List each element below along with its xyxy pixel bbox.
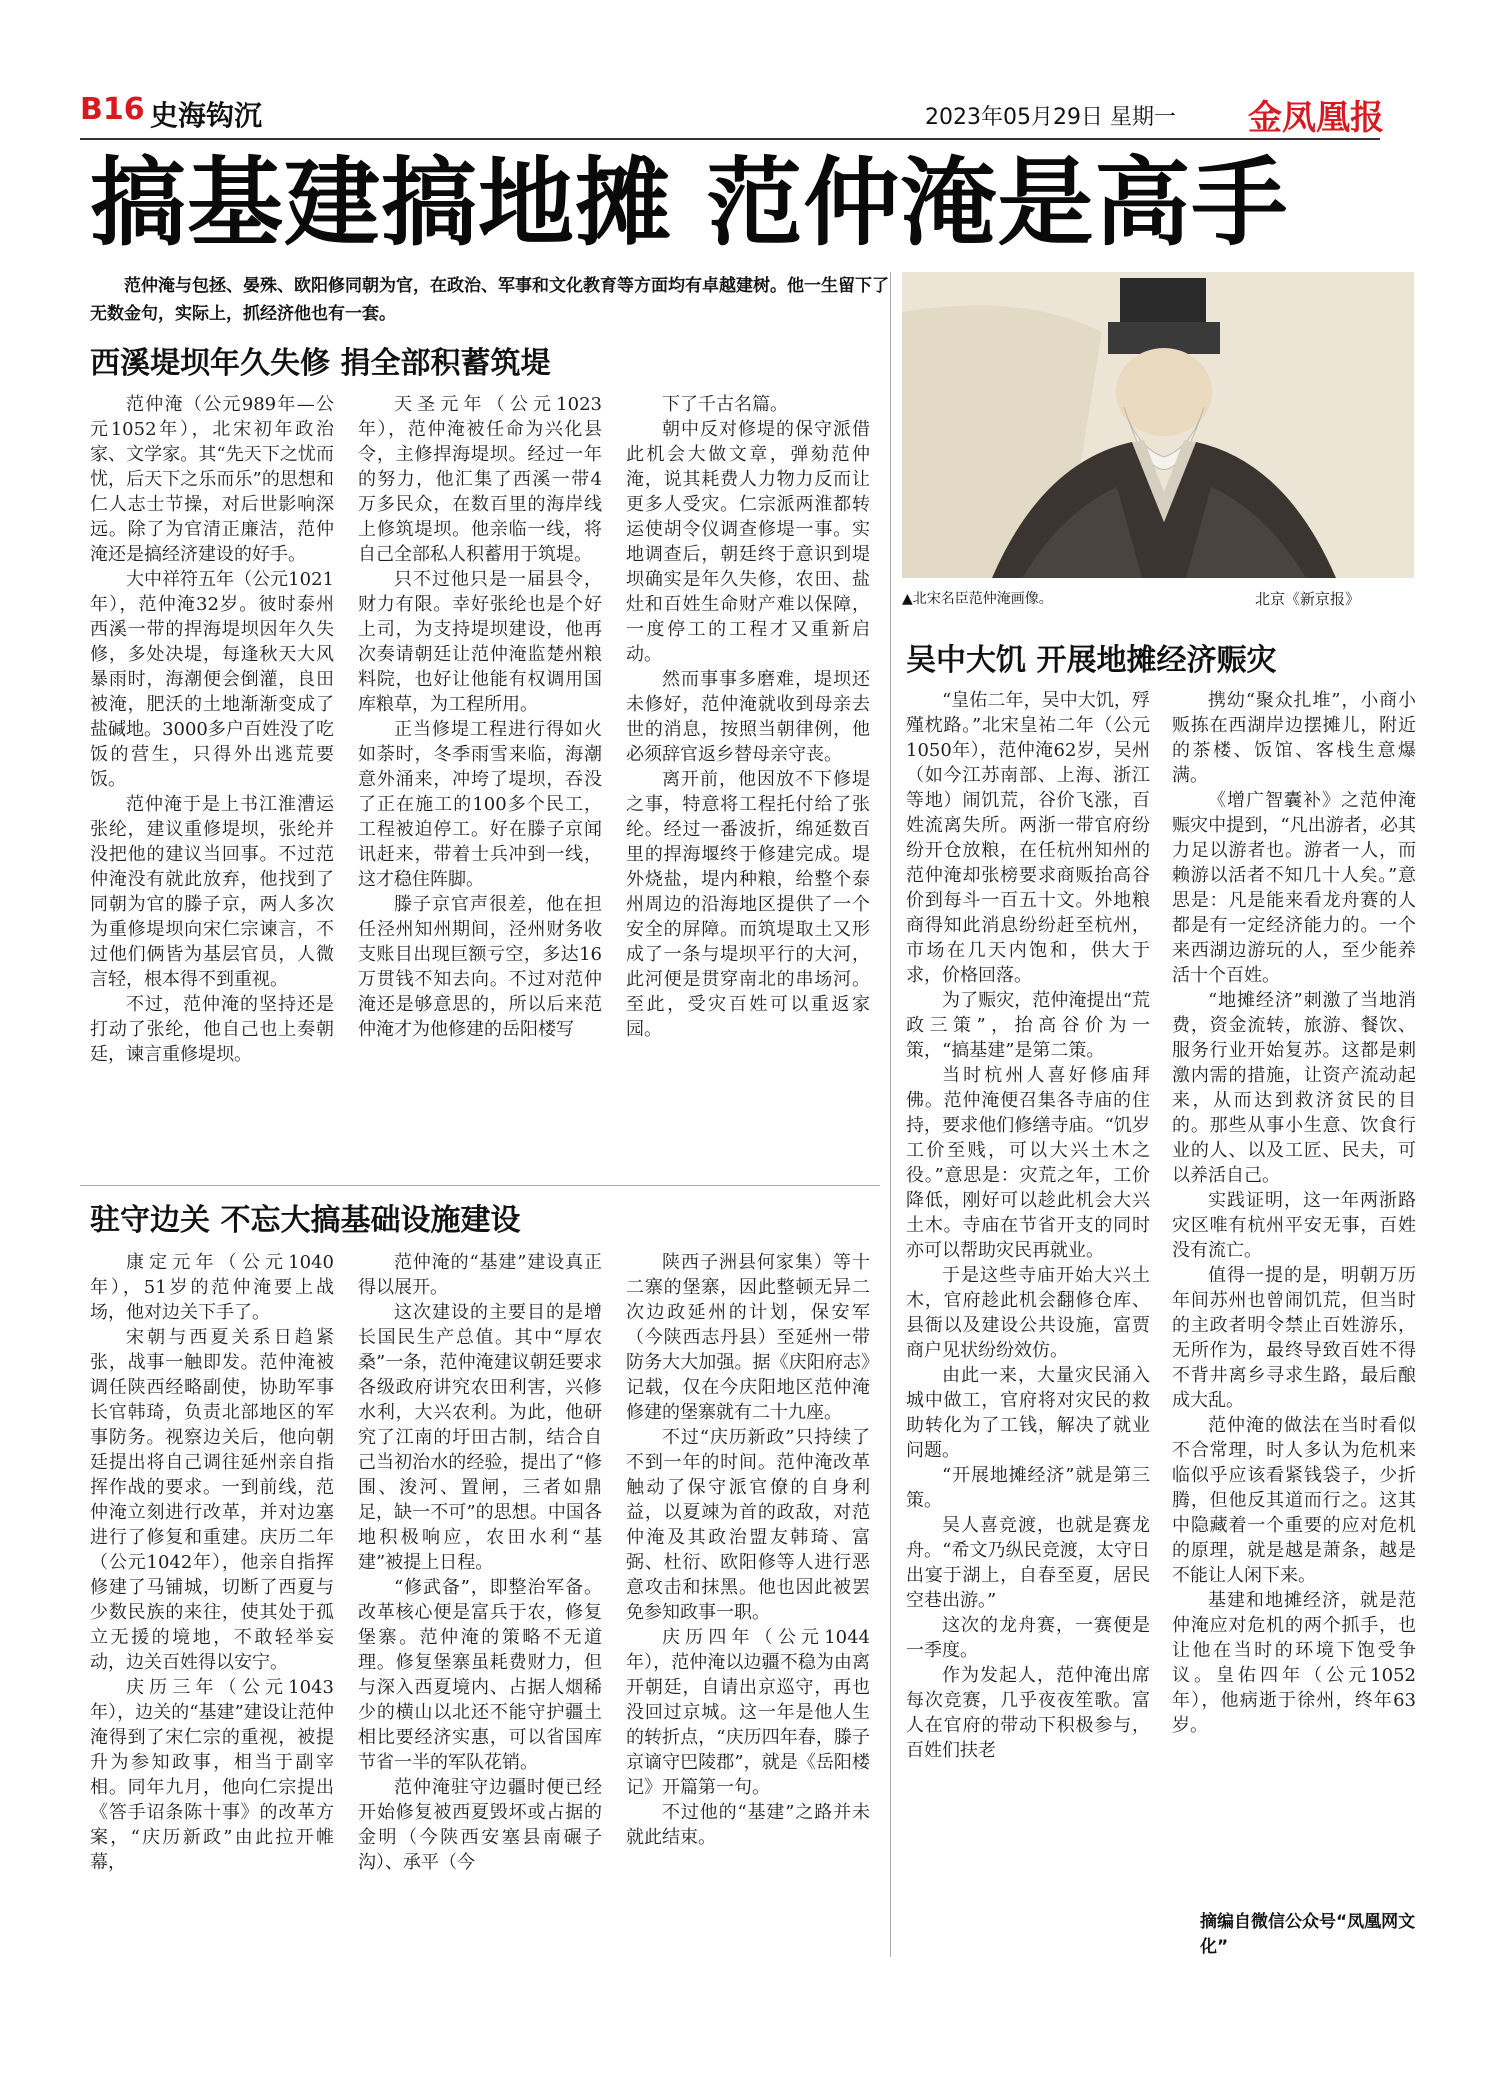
article-paragraph: 陕西子洲县何家集）等十二寨的堡寨，因此整顿无异二次边政延州的计划，保安军（今陕西志丹县）至延州一带防务大大加强。据《庆阳府志》记载，仅在今庆阳地区范仲淹修建的堡寨就有二十九座。 [626, 1252, 870, 1423]
article-paragraph: “修武备”，即整治军备。改革核心便是富兵于农，修复堡寨。范仲淹的策略不无道理。修复堡寨虽耗费财力，但与深入西夏境内、占据人烟稀少的横山以北还不能守护疆土相比要经济实惠，可以省国库节省一半的军队花销。 [358, 1577, 602, 1773]
fan-zhongyan-portrait-image [902, 272, 1414, 578]
article-paragraph: 庆历四年（公元1044年），范仲淹以边疆不稳为由离开朝廷，自请出京巡守，再也没回过京城。这一年是他人生的转折点，“庆历四年春，滕子京谪守巴陵郡”，就是《岳阳楼记》开篇第一句。 [626, 1627, 870, 1798]
article-paragraph: 范仲淹驻守边疆时便已经开始修复被西夏毁坏或占据的金明（今陕西安塞县南碾子沟）、承平（今 [358, 1777, 602, 1873]
article-paragraph: 于是这些寺庙开始大兴土木，官府趁此机会翻修仓库、县衙以及建设公共设施，富贾商户见状纷纷效仿。 [906, 1265, 1150, 1361]
article-column [1172, 688, 1416, 1906]
portrait-caption: ▲北宋名臣范仲淹画像。 [902, 591, 1053, 607]
article-paragraph: 范仲淹于是上书江淮漕运张纶，建议重修堤坝，张纶并没把他的建议当回事。不过范仲淹没有就此放弃，他找到了同朝为官的滕子京，两人多次为重修堤坝向宋仁宗谏言，不过他们俩皆为基层官员，人微言轻，根本得不到重视。 [90, 794, 334, 990]
article-paragraph: “开展地摊经济”就是第三策。 [906, 1465, 1150, 1511]
article-paragraph: “皇佑二年，吴中大饥，殍殣枕路。”北宋皇祐二年（公元1050年），范仲淹62岁，吴州（如今江苏南部、上海、浙江等地）闹饥荒，谷价飞涨，百姓流离失所。两浙一带官府纷纷开仓放粮，在任杭州知州的范仲淹却张榜要求商贩抬高谷价到每斗一百五十文。外地粮商得知此消息纷纷赶至杭州，市场在几天内饱和，供大于求，价格回落。 [906, 690, 1150, 986]
article-paragraph: 不过，范仲淹的坚持还是打动了张纶，他自己也上奏朝廷，谏言重修堤坝。 [90, 994, 334, 1065]
article-column [90, 1250, 334, 1955]
article-paragraph: 下了千古名篇。 [662, 394, 788, 415]
article-paragraph: 不过“庆历新政”只持续了不到一年的时间。范仲淹改革触动了保守派官僚的自身利益，以夏竦为首的政敌，对范仲淹及其政治盟友韩琦、富弼、杜衍、欧阳修等人进行恶意攻击和抹黑。他也因此被罢免参知政事一职。 [626, 1427, 870, 1623]
article-paragraph: 携幼“聚众扎堆”，小商小贩拣在西湖岸边摆摊儿，附近的茶楼、饭馆、客栈生意爆满。 [1172, 690, 1416, 786]
article-paragraph: 吴人喜竞渡，也就是赛龙舟。“希文乃纵民竞渡，太守日出宴于湖上，自春至夏，居民空巷出游。” [906, 1515, 1150, 1611]
article-paragraph: 不过他的“基建”之路并未就此结束。 [626, 1802, 870, 1848]
article-paragraph: 滕子京官声很差，他在担任泾州知州期间，泾州财务收支账目出现巨额亏空，多达16万贯钱不知去向。不过对范仲淹还是够意思的，所以后来范仲淹才为他修建的岳阳楼写 [358, 894, 602, 1040]
article-paragraph: 范仲淹（公元989年—公元1052年），北宋初年政治家、文学家。其“先天下之忧而忧，后天下之乐而乐”的思想和仁人志士节操，对后世影响深远。除了为官清正廉洁，范仲淹还是搞经济建设的好手。 [90, 394, 334, 565]
page-headline: 搞基建搞地摊 范仲淹是高手 [90, 146, 1289, 259]
page-number: B16 [80, 92, 145, 127]
section-divider [80, 1185, 880, 1186]
article-paragraph: 天圣元年（公元1023年），范仲淹被任命为兴化县令，主修捍海堤坝。经过一年的努力，他汇集了西溪一带4万多民众，在数百里的海岸线上修筑堤坝。他亲临一线，将自己全部私人积蓄用于筑堤。 [358, 394, 602, 565]
section-title-frontier-infrastructure: 驻守边关 不忘大搞基础设施建设 [90, 1203, 521, 1238]
article-paragraph: 《增广智囊补》之范仲淹赈灾中提到，“凡出游者，必其力足以游者也。游者一人，而赖游以活者不知几十人矣。”意思是：凡是能来看龙舟赛的人都是有一定经济能力的。一个来西湖边游玩的人，至少能养活十个百姓。 [1172, 790, 1416, 986]
newspaper-logo: 金凤凰报 [1248, 98, 1384, 138]
article-column [626, 392, 870, 1182]
article-paragraph: 这次的龙舟赛，一赛便是一季度。 [906, 1615, 1150, 1661]
article-paragraph: 值得一提的是，明朝万历年间苏州也曾闹饥荒，但当时的主政者明令禁止百姓游乐，无所作为，最终导致百姓不得不背井离乡寻求生路，最后酿成大乱。 [1172, 1265, 1416, 1411]
article-paragraph: 范仲淹的做法在当时看似不合常理，时人多认为危机来临似乎应该看紧钱袋子，少折腾，但他反其道而行之。这其中隐藏着一个重要的应对危机的原理，就是越是萧条，越是不能让人闲下来。 [1172, 1415, 1416, 1586]
portrait-source: 北京《新京报》 [1255, 590, 1361, 608]
column-divider [890, 272, 891, 1957]
article-paragraph: 宋朝与西夏关系日趋紧张，战事一触即发。范仲淹被调任陕西经略副使，协助军事长官韩琦，负责北部地区的军事防务。视察边关后，他向朝廷提出将自己调往延州亲自指挥作战的要求。一到前线，范仲淹立刻进行改革，并对边塞进行了修复和重建。庆历二年（公元1042年），他亲自指挥修建了马铺城，切断了西夏与少数民族的来往，使其处于孤立无援的境地，不敢轻举妄动，边关百姓得以安宁。 [90, 1327, 334, 1673]
article-column [358, 1250, 602, 1955]
article-paragraph: 康定元年（公元1040年），51岁的范仲淹要上战场，他对边关下手了。 [90, 1252, 334, 1323]
article-paragraph: 实践证明，这一年两浙路灾区唯有杭州平安无事，百姓没有流亡。 [1172, 1190, 1416, 1261]
article-paragraph: 正当修堤工程进行得如火如荼时，冬季雨雪来临，海潮意外涌来，冲垮了堤坝，吞没了正在施工的100多个民工，工程被迫停工。好在滕子京闻讯赶来，带着士兵冲到一线，这才稳住阵脚。 [358, 719, 602, 890]
article-paragraph: 范仲淹的“基建”建设真正得以展开。 [358, 1252, 602, 1298]
article-column [906, 688, 1150, 1958]
header-rule [80, 138, 1380, 140]
article-paragraph: 大中祥符五年（公元1021年），范仲淹32岁。彼时泰州西溪一带的捍海堤坝因年久失修，多处决堤，每逢秋天大风暴雨时，海潮便会倒灌，良田被淹，肥沃的土地渐渐变成了盐碱地。3000多户百姓没了吃饭的营生，只得外出逃荒要饭。 [90, 569, 334, 790]
article-column [626, 1250, 870, 1955]
lead-paragraph: 范仲淹与包拯、晏殊、欧阳修同朝为官，在政治、军事和文化教育等方面均有卓越建树。他一生留下了无数金句，实际上，抓经济他也有一套。 [90, 276, 889, 324]
article-paragraph: 庆历三年（公元1043年），边关的“基建”建设让范仲淹得到了宋仁宗的重视，被提升为参知政事，相当于副宰相。同年九月，他向仁宗提出《答手诏条陈十事》的改革方案，“庆历新政”由此拉开帷幕， [90, 1677, 334, 1873]
section-title-west-creek-dam: 西溪堤坝年久失修 捐全部积蓄筑堤 [90, 346, 551, 381]
column-name: 史海钩沉 [150, 99, 263, 132]
source-credit: 摘编自微信公众号“凤凰网文化” [1200, 1912, 1416, 1957]
article-paragraph: 为了赈灾，范仲淹提出“荒政三策”，抬高谷价为一策，“搞基建”是第二策。 [906, 990, 1150, 1061]
article-paragraph: 只不过他只是一届县令，财力有限。幸好张纶也是个好上司，为支持堤坝建设，他再次奏请朝廷让范仲淹监楚州粮料院，也好让他能有权调用国库粮草，为工程所用。 [358, 569, 602, 715]
article-paragraph: 离开前，他因放不下修堤之事，特意将工程托付给了张纶。经过一番波折，绵延数百里的捍海堰终于修建完成。堤外烧盐，堤内种粮，给整个泰州周边的沿海地区提供了一个安全的屏障。而筑堤取土又形成了一条与堤坝平行的大河，此河便是贯穿南北的串场河。至此，受灾百姓可以重返家园。 [626, 769, 870, 1040]
article-paragraph: 这次建设的主要目的是增长国民生产总值。其中“厚农桑”一条，范仲淹建议朝廷要求各级政府讲究农田利害，兴修水利，大兴农利。为此，他研究了江南的圩田古制，结合自己当初治水的经验，提出了“修围、浚河、置闸，三者如鼎足，缺一不可”的思想。中国各地积极响应，农田水利“基建”被提上日程。 [358, 1302, 602, 1573]
article-paragraph: 由此一来，大量灾民涌入城中做工，官府将对灾民的救助转化为了工钱，解决了就业问题。 [906, 1365, 1150, 1461]
article-paragraph: “地摊经济”刺激了当地消费，资金流转，旅游、餐饮、服务行业开始复苏。这都是刺激内需的措施，让资产流动起来，从而达到救济贫民的目的。那些从事小生意、饮食行业的人、以及工匠、民夫，可以养活自己。 [1172, 990, 1416, 1186]
article-column [358, 392, 602, 1182]
article-column [90, 392, 334, 1182]
article-paragraph: 基建和地摊经济，就是范仲淹应对危机的两个抓手，也让他在当时的环境下饱受争议。皇佑四年（公元1052年），他病逝于徐州，终年63岁。 [1172, 1590, 1416, 1736]
article-paragraph: 作为发起人，范仲淹出席每次竞赛，几乎夜夜笙歌。富人在官府的带动下积极参与，百姓们扶老 [906, 1665, 1150, 1761]
article-paragraph: 朝中反对修堤的保守派借此机会大做文章，弹劾范仲淹，说其耗费人力物力反而让更多人受灾。仁宗派两淮都转运使胡令仪调查修堤一事。实地调查后，朝廷终于意识到堤坝确实是年久失修，农田、盐灶和百姓生命财产难以保障，一度停工的工程才又重新启动。 [626, 419, 870, 665]
issue-date: 2023年05月29日 星期一 [925, 105, 1176, 130]
section-title-famine-relief: 吴中大饥 开展地摊经济赈灾 [906, 643, 1277, 678]
article-paragraph: 当时杭州人喜好修庙拜佛。范仲淹便召集各寺庙的住持，要求他们修缮寺庙。“饥岁工价至贱，可以大兴土木之役。”意思是：灾荒之年，工价降低，刚好可以趁此机会大兴土木。寺庙在节省开支的同时亦可以帮助灾民再就业。 [906, 1065, 1150, 1261]
article-paragraph: 然而事事多磨难，堤坝还未修好，范仲淹就收到母亲去世的消息，按照当朝律例，他必须辞官返乡替母亲守丧。 [626, 669, 870, 765]
